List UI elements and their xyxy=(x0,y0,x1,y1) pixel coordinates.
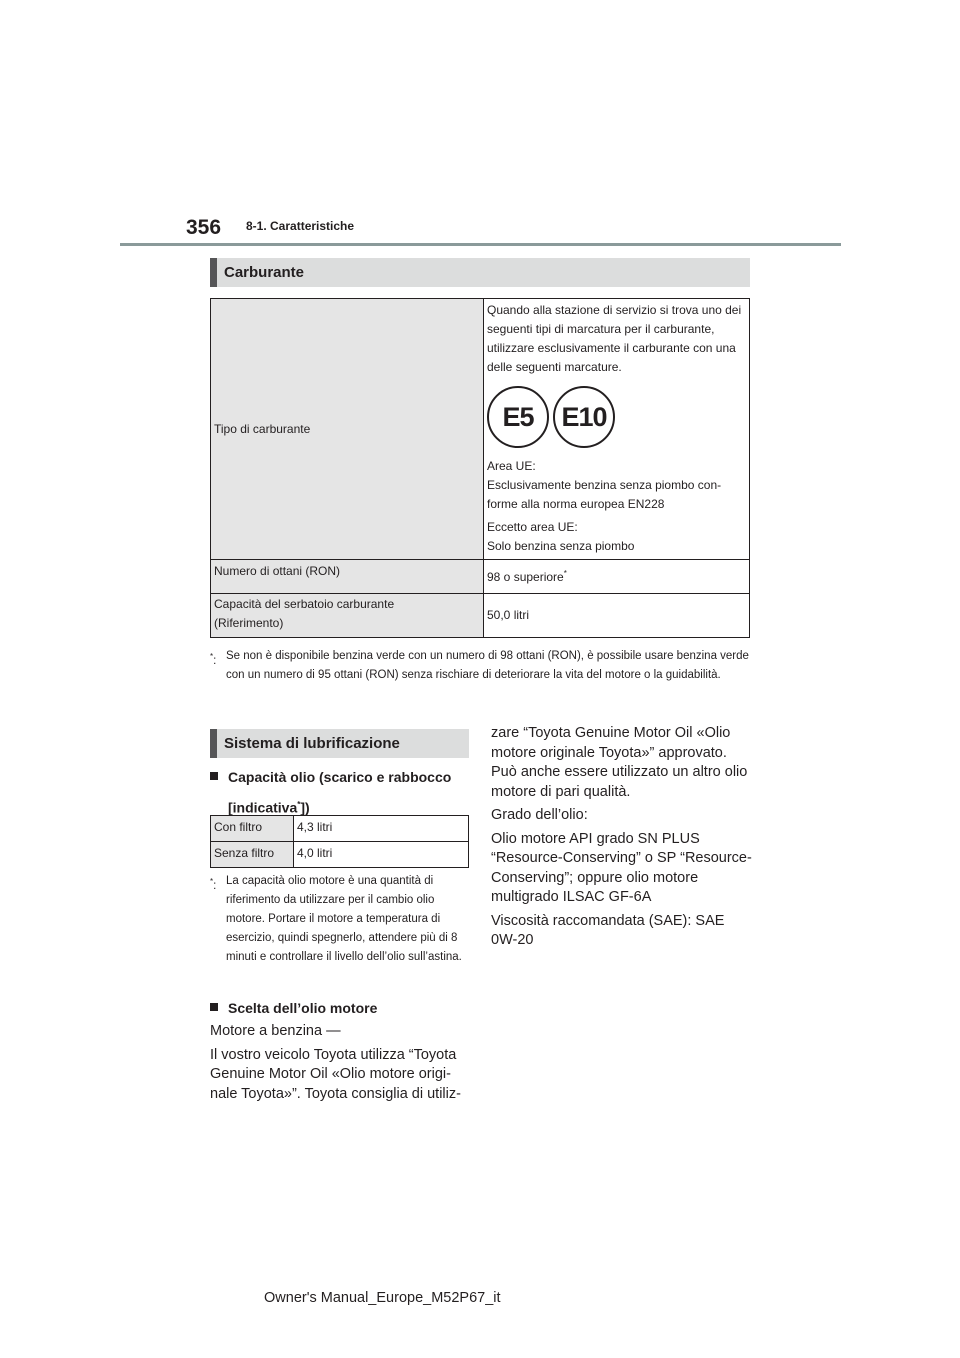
fuel-type-intro: Quando alla stazione di servizio si trova uno dei seguenti tipi di marcatura per il carburante, utilizzare esclusivamente il carburante con una delle seguenti marcature. xyxy=(487,303,742,374)
oil-footnote-text: La capacità olio motore è una quantità di riferimento da utilizzare per il cambio olio motore. Portare il motore a temperatura di esercizio, quindi spegnerlo, attendere più di 8 minuti e controllare il livello dell’olio sull’astina. xyxy=(226,875,462,963)
footnote-colon: : xyxy=(213,879,217,892)
footnote-mark xyxy=(210,872,216,896)
e10-badge-icon: E10 xyxy=(553,386,615,448)
footnote-mark xyxy=(210,647,216,671)
table-row xyxy=(211,842,469,868)
table-row xyxy=(211,816,469,842)
oil-row-value: 4,0 litri xyxy=(294,842,469,868)
oil-choice-cont-text: zare “Toyota Genuine Motor Oil «Olio motore originale Toyota»” approvato. Può anche essere utilizzato un altro olio motore di pari qualità. xyxy=(491,725,748,800)
oil-footnote xyxy=(210,872,469,967)
oil-choice-block xyxy=(210,996,472,1108)
oil-capacity-heading-line-3: ]) xyxy=(300,799,310,816)
tank-label xyxy=(211,594,484,638)
eu-heading: Area UE: xyxy=(487,459,536,473)
oil-capacity-table xyxy=(210,815,469,868)
fuel-section-heading xyxy=(210,258,750,287)
footnote-asterisk: * xyxy=(210,877,214,886)
page-number: 356 xyxy=(186,216,222,239)
lubrication-section-title: Sistema di lubrificazione xyxy=(224,735,400,752)
section-title: 8-1. Caratteristiche xyxy=(246,219,355,233)
oil-row-value: 4,3 litri xyxy=(294,816,469,842)
octane-value-text: 98 o superiore xyxy=(487,570,564,584)
oil-row-label: Con filtro xyxy=(211,816,294,842)
eu-text: Esclusivamente benzina senza piombo con-forme alla norma europea EN228 xyxy=(487,478,722,511)
oil-choice-continued xyxy=(491,724,753,955)
fuel-badges xyxy=(487,386,746,448)
footnote-colon: : xyxy=(213,654,217,667)
footer-text: Owner's Manual_Europe_M52P67_it xyxy=(264,1290,501,1306)
tank-label-line-2: (Riferimento) xyxy=(214,616,284,630)
fuel-type-label-text: Tipo di carburante xyxy=(214,421,311,436)
e5-badge-icon: E5 xyxy=(487,386,549,448)
oil-capacity-heading-line-1: Capacità olio (scarico e rabbocco xyxy=(228,769,452,785)
fuel-footnote-text: Se non è disponibile benzina verde con un numero di 98 ottani (RON), è possibile usare benzina verde con un numero di 95 ottani (RON) senza rischiare di deteriorare la vita del motore o la guidabilità. xyxy=(226,650,749,681)
lubrication-section-heading xyxy=(210,729,469,758)
oil-grade-heading: Grado dell’olio: xyxy=(491,807,588,823)
header-divider xyxy=(120,243,841,246)
oil-capacity-heading xyxy=(210,765,469,820)
table-row xyxy=(211,299,750,560)
oil-capacity-heading-line-2: [indicativa xyxy=(228,799,298,816)
octane-value xyxy=(484,560,750,594)
oil-choice-text: Il vostro veicolo Toyota utilizza “Toyota Genuine Motor Oil «Olio motore origi-nale Toyota»”. Toyota consiglia di utiliz- xyxy=(210,1046,461,1102)
non-eu-text: Solo benzina senza piombo xyxy=(487,539,635,553)
table-row xyxy=(211,594,750,638)
fuel-section-title: Carburante xyxy=(224,264,305,281)
footnote-asterisk: * xyxy=(210,652,214,661)
oil-viscosity-text: Viscosità raccomandata (SAE): SAE 0W-20 xyxy=(491,912,725,948)
oil-capacity-footnote-mark: * xyxy=(297,800,301,809)
square-bullet-icon xyxy=(210,772,218,780)
table-row xyxy=(211,560,750,594)
oil-row-label: Senza filtro xyxy=(211,842,294,868)
tank-value: 50,0 litri xyxy=(484,594,750,638)
fuel-type-info xyxy=(484,299,750,560)
fuel-spec-table xyxy=(210,298,750,638)
fuel-footnote xyxy=(210,647,750,685)
fuel-type-label xyxy=(211,299,484,560)
square-bullet-icon xyxy=(210,1003,218,1011)
octane-footnote-mark: * xyxy=(563,569,567,578)
oil-grade-text: Olio motore API grado SN PLUS “Resource-Conserving” o SP “Resource-Conserving”; oppure olio motore multigrado ILSAC GF-6A xyxy=(491,830,752,905)
tank-label-line-1: Capacità del serbatoio carburante xyxy=(214,597,395,611)
oil-choice-heading: Scelta dell’olio motore xyxy=(228,1000,378,1016)
octane-label: Numero di ottani (RON) xyxy=(211,560,484,594)
non-eu-heading: Eccetto area UE: xyxy=(487,520,578,534)
engine-line: Motore a benzina — xyxy=(210,1023,341,1039)
